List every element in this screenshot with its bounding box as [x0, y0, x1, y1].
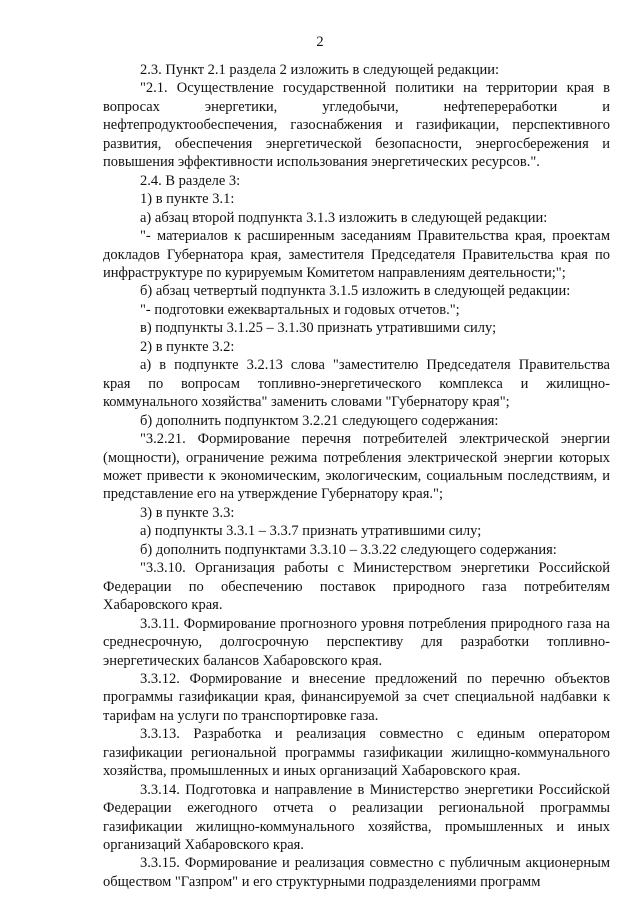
paragraph-3-3-11: 3.3.11. Формирование прогнозного уровня потребления природного газа на среднесрочную, долгосрочную перспективу для разработки топливно-энергетических балансов Хабаровского края.: [103, 615, 610, 669]
paragraph-item-2a: а) в подпункте 3.2.13 слова "заместителю Председателя Правительства края по вопросам топливно-энергетического комплекса и жилищно-коммунального хозяйства" заменить словами "Губернатору края";: [103, 357, 610, 411]
paragraph-3-3-10: "3.3.10. Организация работы с Министерством энергетики Российской Федерации по обеспечению поставок природного газа потребителям Хабаровского края.: [103, 560, 610, 614]
paragraph-item-3b: б) дополнить подпунктами 3.3.10 – 3.3.22 следующего содержания:: [140, 541, 557, 558]
paragraph-item-1: 1) в пункте 3.1:: [140, 191, 235, 208]
paragraph-3-3-13: 3.3.13. Разработка и реализация совместно с единым оператором газификации региональной программы газификации жилищно-коммунального хозяйства, промышленных и иных организаций Хабаровского края.: [103, 726, 610, 780]
paragraph-3-3-14: 3.3.14. Подготовка и направление в Министерство энергетики Российской Федерации ежегодного отчета о реализации региональной программы газификации жилищно-коммунального хозяйства, промышленных и иных организаций Хабаровского края.: [103, 781, 610, 854]
paragraph-item-2b: б) дополнить подпунктом 3.2.21 следующего содержания:: [140, 412, 499, 429]
paragraph-item-1a: а) абзац второй подпункта 3.1.3 изложить в следующей редакции:: [140, 209, 548, 226]
paragraph-quote-3-1-5: "- подготовки ежеквартальных и годовых отчетов.";: [140, 301, 460, 318]
document-body: [103, 61, 610, 891]
paragraph-item-1v: в) подпункты 3.1.25 – 3.1.30 признать утратившими силу;: [140, 320, 497, 337]
paragraph-item-3a: а) подпункты 3.3.1 – 3.3.7 признать утратившими силу;: [140, 523, 482, 540]
paragraph-3-2-21: "3.2.21. Формирование перечня потребителей электрической энергии (мощности), ограничение режима потребления электрической энергии которых может привести к экономическим, экологическим, социальным последствиям, и представление его на утверждение Губернатору края.";: [103, 431, 610, 503]
paragraph-3-3-15: 3.3.15. Формирование и реализация совместно с публичным акционерным обществом "Газпром" и его структурными подразделениями программ: [103, 855, 610, 890]
paragraph-3-3-12: 3.3.12. Формирование и внесение предложений по перечню объектов программы газификации края, финансируемой за счет специальной надбавки к тарифам на услуги по транспортировке газа.: [103, 670, 610, 724]
paragraph-item-2: 2) в пункте 3.2:: [140, 338, 235, 355]
paragraph-2-4: 2.4. В разделе 3:: [140, 172, 241, 189]
paragraph-2-1-text: "2.1. Осуществление государственной политики на территории края в вопросах энергетики, угледобычи, нефтепереработки и нефтепродуктообеспечения, газоснабжения и газификации, перспективного развития, обеспечения энергетической безопасности, энергосбережения и повышения эффективности использования энергетических ресурсов.".: [103, 80, 610, 171]
paragraph-item-3: 3) в пункте 3.3:: [140, 504, 235, 521]
paragraph-item-1b: б) абзац четвертый подпункта 3.1.5 изложить в следующей редакции:: [140, 283, 571, 300]
paragraph-quote-3-1-3: "- материалов к расширенным заседаниям Правительства края, проектам докладов Губернатора края, заместителя Председателя Правительства края по инфраструктуре по курируемым Комитетом направлениям деятельности;";: [103, 228, 610, 281]
paragraph-2-3: 2.3. Пункт 2.1 раздела 2 изложить в следующей редакции:: [140, 62, 500, 78]
page-number: 2: [316, 34, 324, 50]
